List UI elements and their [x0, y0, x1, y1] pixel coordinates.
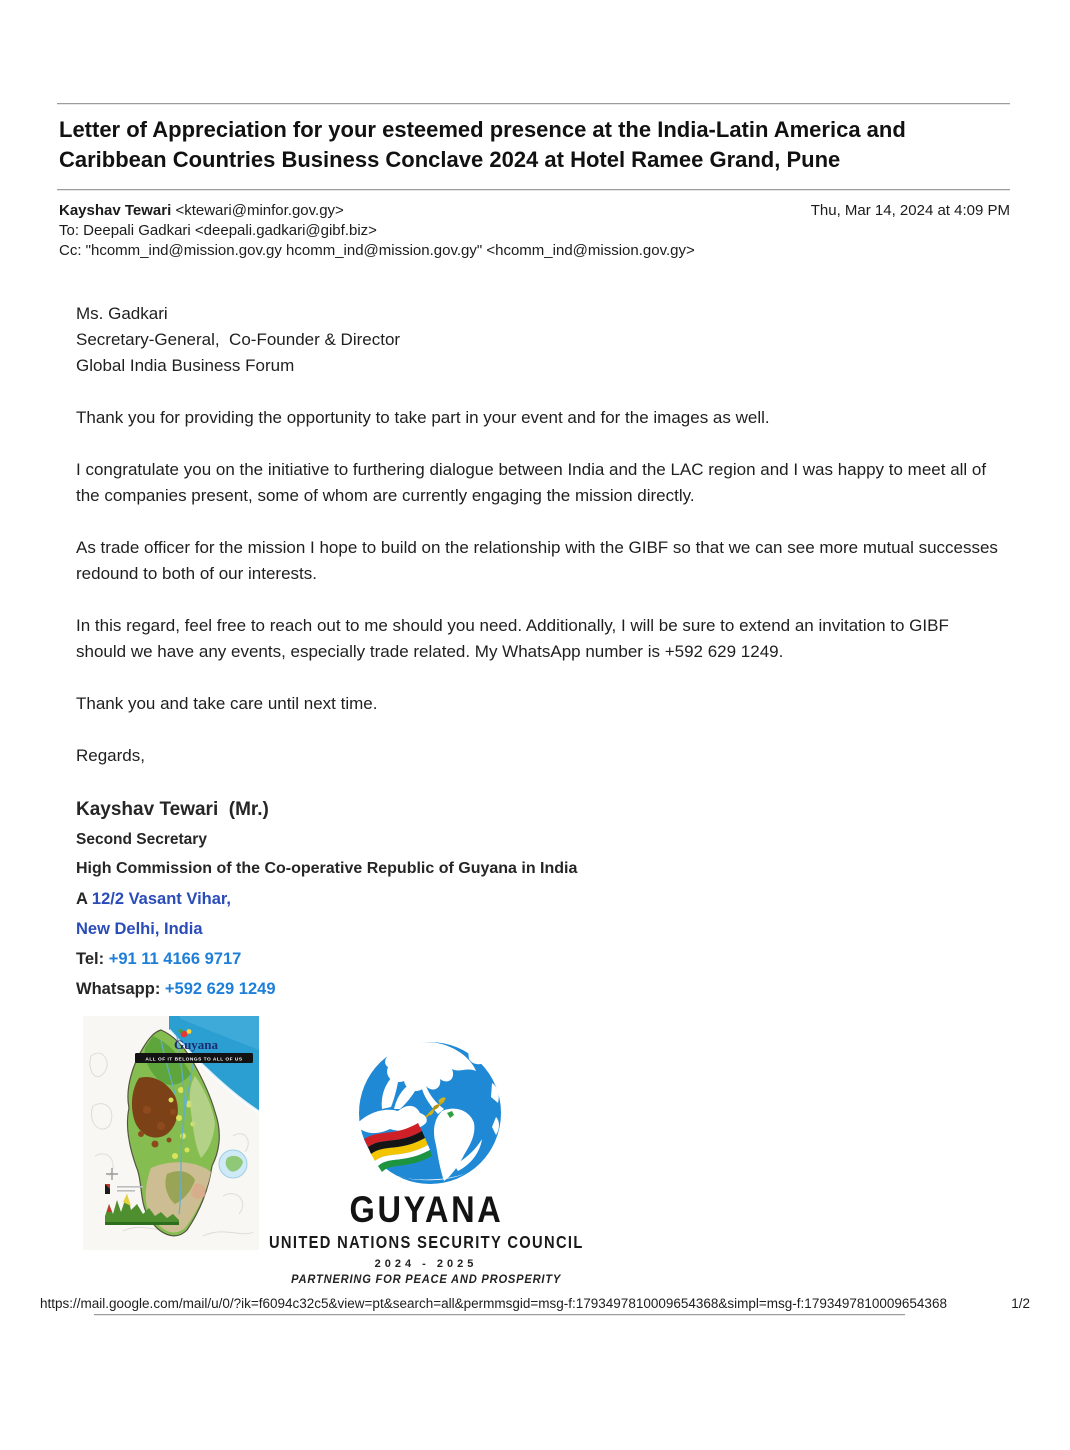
unsc-tagline-text: PARTNERING FOR PEACE AND PROSPERITY: [291, 1274, 561, 1287]
whatsapp-link[interactable]: +592 629 1249: [164, 979, 276, 998]
email-date: Thu, Mar 14, 2024 at 4:09 PM: [810, 201, 1010, 219]
unsc-council-text: UNITED NATIONS SECURITY COUNCIL: [268, 1232, 584, 1253]
guyana-map-graphic: [83, 1016, 259, 1250]
body-paragraph: I congratulate you on the initiative to furthering dialogue between India and the LAC region and I was happy to meet all of the companies present, some of whom are currently engaging the mission directly.: [76, 459, 991, 505]
footer-page-number: 1/2: [1011, 1296, 1030, 1311]
email-header-left: [59, 201, 695, 261]
body-paragraph: As trade officer for the mission I hope to build on the relationship with the GIBF so that we can see more mutual successes redound to both of our interests.: [76, 537, 1003, 583]
email-body: [76, 301, 1003, 1317]
address-link-line2[interactable]: New Delhi, India: [76, 919, 203, 938]
signature-whatsapp: [76, 974, 1000, 1004]
guyana-map-image: [83, 1016, 259, 1250]
from-email: <ktewari@minfor.gov.gy>: [171, 201, 344, 219]
unsc-country-text: GUYANA: [349, 1188, 503, 1230]
to-line: To: Deepali Gadkari <deepali.gadkari@gibf.biz>: [59, 221, 377, 239]
recipient-line: Secretary-General, Co-Founder & Director: [76, 329, 401, 349]
email-subject: Letter of Appreciation for your esteemed presence at the India-Latin America and Caribbean Countries Business Conclave 2024 at Hotel Ramee Grand, Pune: [59, 117, 906, 173]
whatsapp-label: Whatsapp:: [76, 979, 165, 998]
body-paragraph: Thank you for providing the opportunity to take part in your event and for the images as well.: [76, 407, 770, 427]
footer-url: https://mail.google.com/mail/u/0/?ik=f6094c32c5&view=pt&search=all&permmsgid=msg-f:1793497810009654368&simpl=msg-f:1793497810009654368: [40, 1296, 947, 1311]
email-header: [59, 201, 1010, 261]
unsc-years-text: 2024 - 2025: [374, 1258, 478, 1271]
from-name: Kayshav Tewari: [59, 201, 172, 219]
signature-name: Kayshav Tewari (Mr.): [76, 798, 269, 820]
body-paragraph: Thank you and take care until next time.: [76, 693, 378, 713]
signature-address-line1: [76, 884, 1000, 914]
map-banner-text: ALL OF IT BELONGS TO ALL OF US: [145, 1056, 243, 1062]
map-brand-text: Guyana: [173, 1036, 219, 1052]
top-rule: [57, 103, 1010, 105]
address-link-line1[interactable]: 12/2 Vasant Vihar,: [91, 889, 232, 908]
unsc-globe-graphic: [316, 1039, 536, 1189]
unsc-logo-image: [268, 1039, 584, 1287]
signature-telephone: [76, 944, 1000, 974]
map-globe-inset: [219, 1150, 247, 1178]
recipient-line: Global India Business Forum: [76, 355, 295, 375]
signature-organization: High Commission of the Co-operative Republic of Guyana in India: [76, 859, 578, 877]
address-prefix: A: [76, 889, 92, 908]
signature-block: [76, 795, 1000, 1004]
bottom-rule: [94, 1314, 905, 1316]
signature-address-line2: [76, 914, 1000, 944]
subject-rule: [57, 189, 1010, 191]
tel-link[interactable]: +91 11 4166 9717: [108, 949, 242, 968]
tel-label: Tel:: [76, 949, 109, 968]
body-paragraph: In this regard, feel free to reach out to me should you need. Additionally, I will be sure to extend an invitation to GIBF should we have any events, especially trade related. My WhatsApp number is +592 629 1249.: [76, 615, 954, 661]
recipient-line: Ms. Gadkari: [76, 303, 168, 323]
signature-images: [83, 1016, 1000, 1287]
closing-regards: Regards,: [76, 745, 145, 765]
signature-title: Second Secretary: [76, 830, 207, 848]
cc-line: Cc: "hcomm_ind@mission.gov.gy hcomm_ind@mission.gov.gy" <hcomm_ind@mission.gov.gy>: [59, 241, 695, 259]
from-line: [59, 201, 695, 221]
